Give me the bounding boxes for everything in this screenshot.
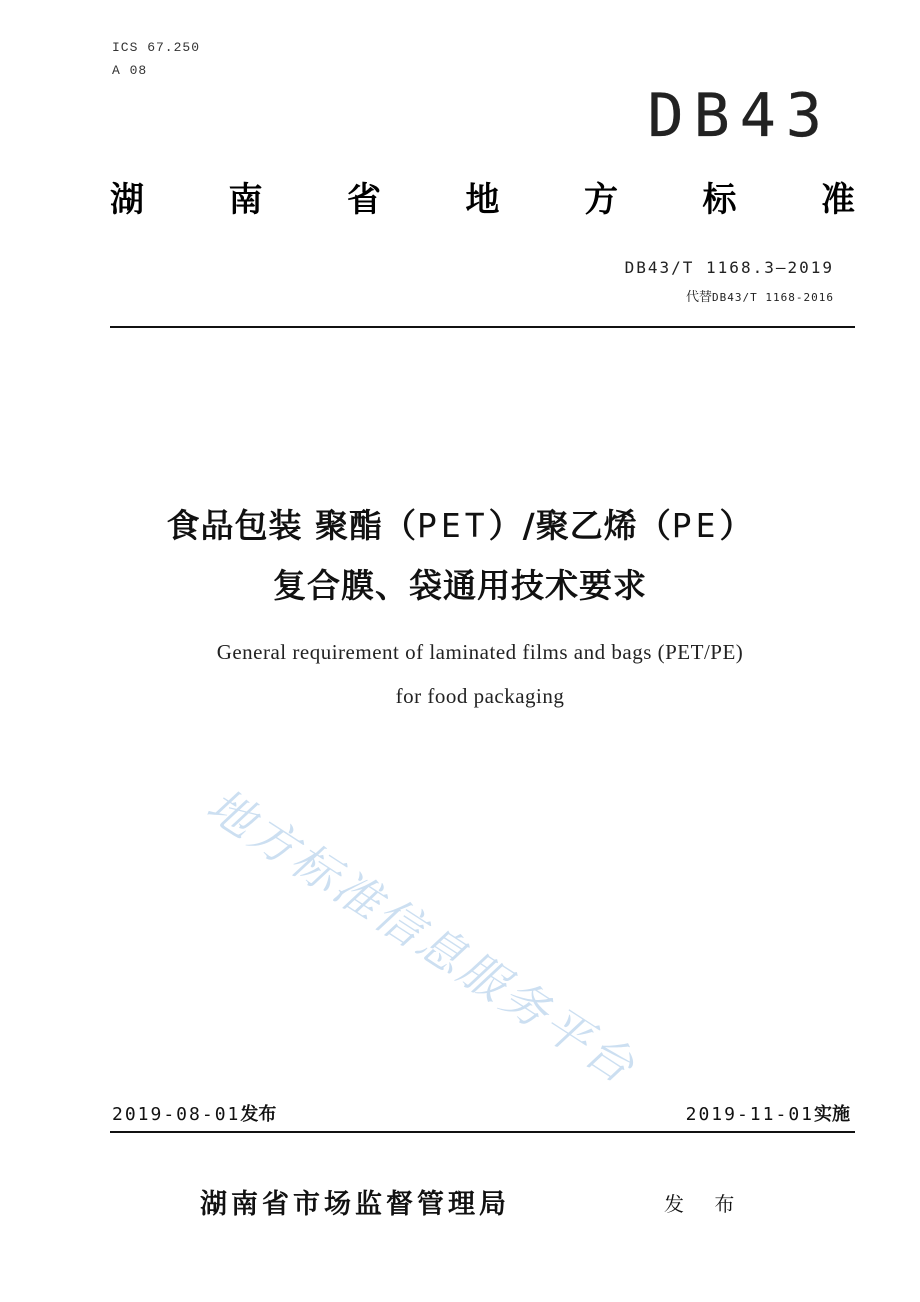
implement-date-value: 2019-11-01 bbox=[685, 1104, 814, 1125]
standard-type-char: 标 bbox=[702, 180, 737, 220]
publish-date bbox=[112, 1100, 276, 1126]
replaces-number: DB43/T 1168-2016 bbox=[712, 291, 834, 304]
issuer-suffix: 发 布 bbox=[664, 1192, 747, 1216]
publish-date-value: 2019-08-01 bbox=[112, 1104, 241, 1125]
standard-type-char: 省 bbox=[347, 180, 381, 220]
replaces-label: 代替 bbox=[686, 290, 713, 305]
title-zh-part: ）/聚乙烯（ bbox=[488, 506, 672, 545]
issuer: 湖南省市场监督管理局 bbox=[200, 1189, 510, 1220]
footer-divider bbox=[110, 1131, 855, 1133]
title-zh-part: 食品包装 聚酯（ bbox=[166, 506, 418, 545]
ccs-code: A 08 bbox=[112, 63, 148, 78]
standard-number: DB43/T 1168.3—2019 bbox=[624, 258, 834, 277]
standard-type-char: 方 bbox=[584, 180, 618, 220]
watermark: 地方标准信息服务平台 bbox=[197, 777, 647, 1096]
title-en-line1: General requirement of laminated films and bags (PET/PE) bbox=[216, 640, 744, 664]
standard-type-char: 地 bbox=[465, 180, 500, 220]
title-zh-line1 bbox=[0, 500, 920, 547]
publish-date-label: 发布 bbox=[240, 1104, 277, 1125]
header-divider bbox=[110, 326, 855, 328]
standard-type-char: 南 bbox=[228, 180, 263, 220]
standard-type-char: 湖 bbox=[110, 180, 144, 220]
title-zh-part: ） bbox=[719, 506, 754, 545]
title-en-line2: for food packaging bbox=[395, 684, 565, 708]
title-zh-latin: PET bbox=[417, 506, 489, 545]
ics-code: ICS 67.250 bbox=[112, 40, 201, 55]
title-zh-line2: 复合膜、袋通用技术要求 bbox=[273, 566, 647, 605]
title-zh-latin: PE bbox=[671, 506, 720, 545]
standard-type-heading bbox=[110, 172, 855, 221]
replaces-line bbox=[686, 286, 834, 305]
implement-date-label: 实施 bbox=[814, 1104, 850, 1125]
standard-code: DB43 bbox=[647, 81, 832, 151]
standard-type-char: 准 bbox=[821, 180, 855, 220]
implement-date bbox=[686, 1100, 850, 1126]
